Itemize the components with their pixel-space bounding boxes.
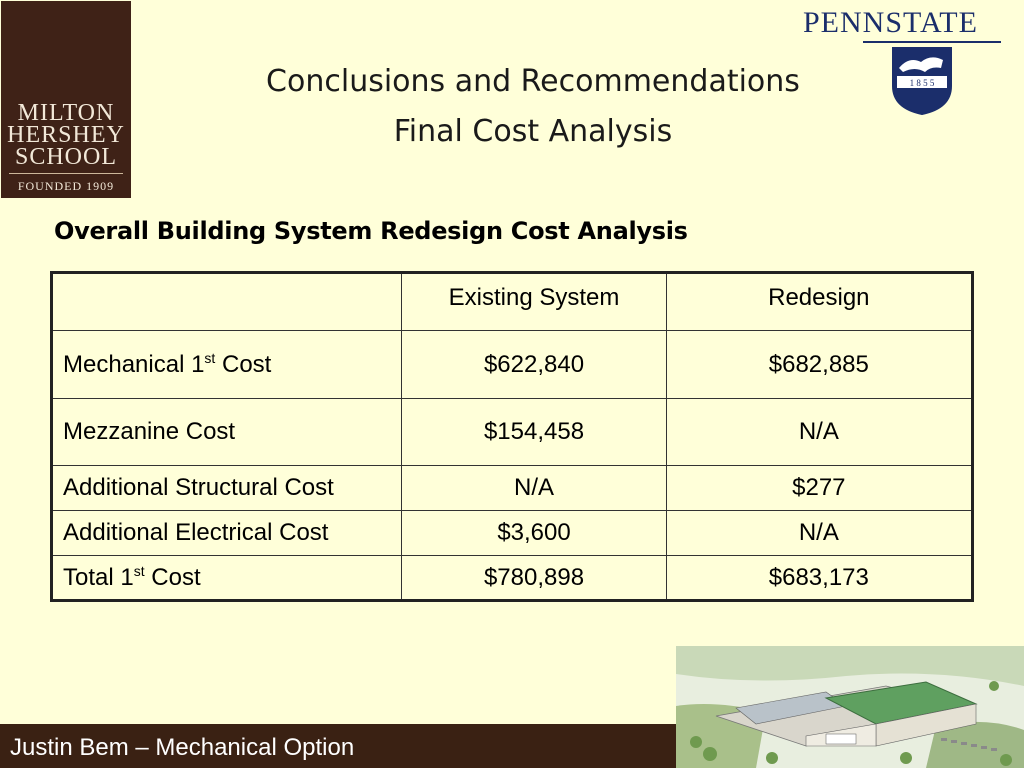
cost-analysis-table <box>50 271 974 602</box>
section-title: Overall Building System Redesign Cost Analysis <box>54 217 688 245</box>
building-rendering-image <box>676 646 1024 768</box>
table-header-row <box>52 273 973 331</box>
column-header-redesign: Redesign <box>666 273 972 331</box>
redesign-value: N/A <box>666 399 972 466</box>
page-subtitle: Final Cost Analysis <box>393 114 673 149</box>
redesign-value: $682,885 <box>666 331 972 399</box>
column-header-blank <box>52 273 402 331</box>
existing-value: $622,840 <box>402 331 666 399</box>
penn-state-wordmark: PENNSTATE <box>803 6 978 39</box>
table-row <box>52 511 973 556</box>
table-row <box>52 466 973 511</box>
redesign-value: N/A <box>666 511 972 556</box>
redesign-value: $683,173 <box>666 556 972 601</box>
footer-bar <box>0 724 676 768</box>
row-label: Mezzanine Cost <box>52 399 402 466</box>
milton-hershey-school-logo <box>1 1 131 198</box>
mhs-logo-line: MILTON <box>17 100 115 126</box>
column-header-existing: Existing System <box>402 273 666 331</box>
row-label: Additional Electrical Cost <box>52 511 402 556</box>
existing-value: $154,458 <box>402 399 666 466</box>
penn-state-rule <box>863 41 1001 43</box>
table-row <box>52 331 973 399</box>
table-row-total <box>52 556 973 601</box>
redesign-value: $277 <box>666 466 972 511</box>
mhs-logo-line: SCHOOL <box>14 144 117 170</box>
mhs-logo-line: HERSHEY <box>7 122 125 148</box>
page-title: Conclusions and Recommendations <box>266 64 800 99</box>
mhs-logo-founded: FOUNDED 1909 <box>17 179 115 193</box>
table-row <box>52 399 973 466</box>
penn-state-year: 1 8 5 5 <box>909 78 935 88</box>
row-label: Total 1st Cost <box>52 556 402 601</box>
presenter-name: Justin Bem – Mechanical Option <box>10 734 355 761</box>
existing-value: $780,898 <box>402 556 666 601</box>
row-label: Mechanical 1st Cost <box>52 331 402 399</box>
mhs-logo-divider <box>9 173 123 174</box>
existing-value: $3,600 <box>402 511 666 556</box>
existing-value: N/A <box>402 466 666 511</box>
row-label: Additional Structural Cost <box>52 466 402 511</box>
